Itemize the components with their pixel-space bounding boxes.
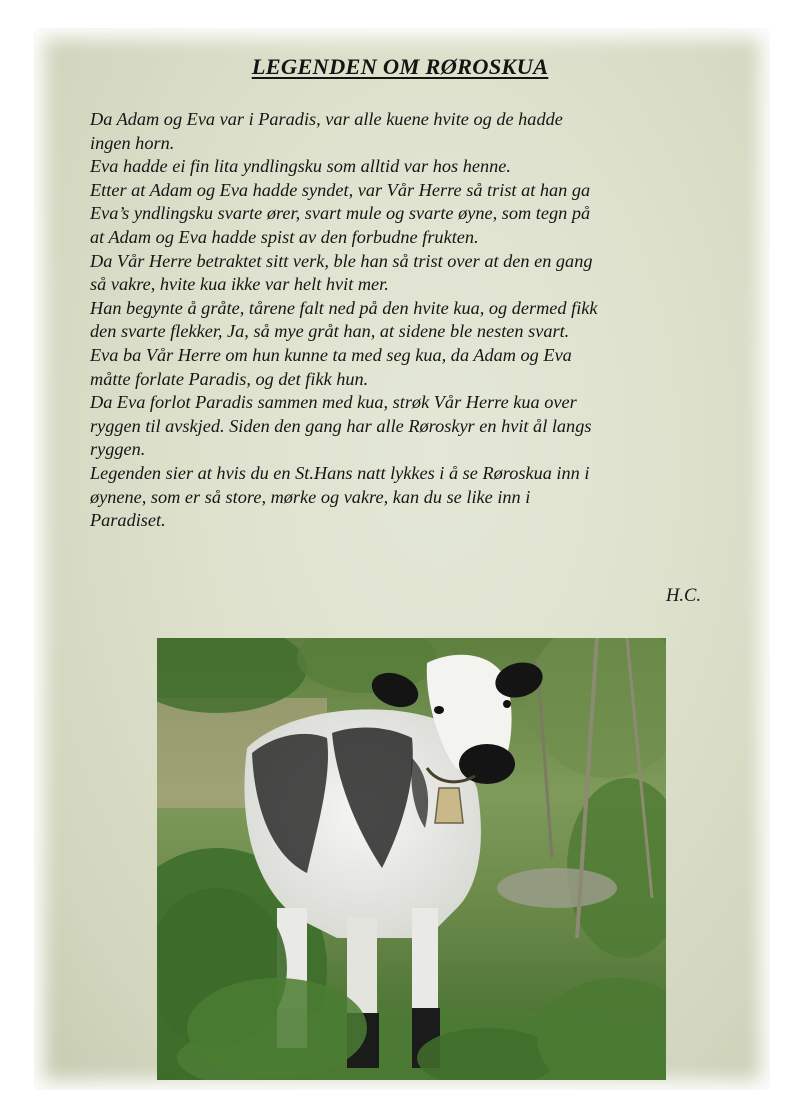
document-title: LEGENDEN OM RØROSKUA <box>251 54 549 79</box>
text-line: så vakre, hvite kua ikke var helt hvit mer. <box>90 274 389 295</box>
legend-text <box>90 108 710 533</box>
text-line: ryggen til avskjed. Siden den gang har alle Røroskyr en hvit ål langs <box>90 415 592 436</box>
text-line: ingen horn. <box>90 132 175 153</box>
text-line: Eva hadde ei fin lita yndlingsku som alltid var hos henne. <box>90 156 511 177</box>
text-line: Paradiset. <box>90 510 166 531</box>
cow-photo <box>157 638 666 1080</box>
text-line: Da Vår Herre betraktet sitt verk, ble han så trist over at den en gang <box>90 250 593 271</box>
text-line: ryggen. <box>90 439 146 460</box>
text-line: Eva ba Vår Herre om hun kunne ta med seg kua, da Adam og Eva <box>90 344 572 365</box>
text-line: øynene, som er så store, mørke og vakre, kan du se like inn i <box>90 486 531 507</box>
text-line: Etter at Adam og Eva hadde syndet, var Vår Herre så trist at han ga <box>90 179 591 200</box>
text-line: Eva’s yndlingsku svarte ører, svart mule og svarte øyne, som tegn på <box>90 203 591 224</box>
text-line: Da Eva forlot Paradis sammen med kua, strøk Vår Herre kua over <box>90 392 577 413</box>
text-line: at Adam og Eva hadde spist av den forbudne frukten. <box>90 226 479 247</box>
text-line: Legenden sier at hvis du en St.Hans natt lykkes i å se Røroskua inn i <box>90 462 590 483</box>
text-line: den svarte flekker, Ja, så mye gråt han, at sidene ble nesten svart. <box>90 321 570 342</box>
text-line: Han begynte å gråte, tårene falt ned på den hvite kua, og dermed fikk <box>90 297 598 318</box>
text-line: måtte forlate Paradis, og det fikk hun. <box>90 368 369 389</box>
text-line: Da Adam og Eva var i Paradis, var alle kuene hvite og de hadde <box>90 109 563 129</box>
signature: H.C. <box>666 586 701 606</box>
